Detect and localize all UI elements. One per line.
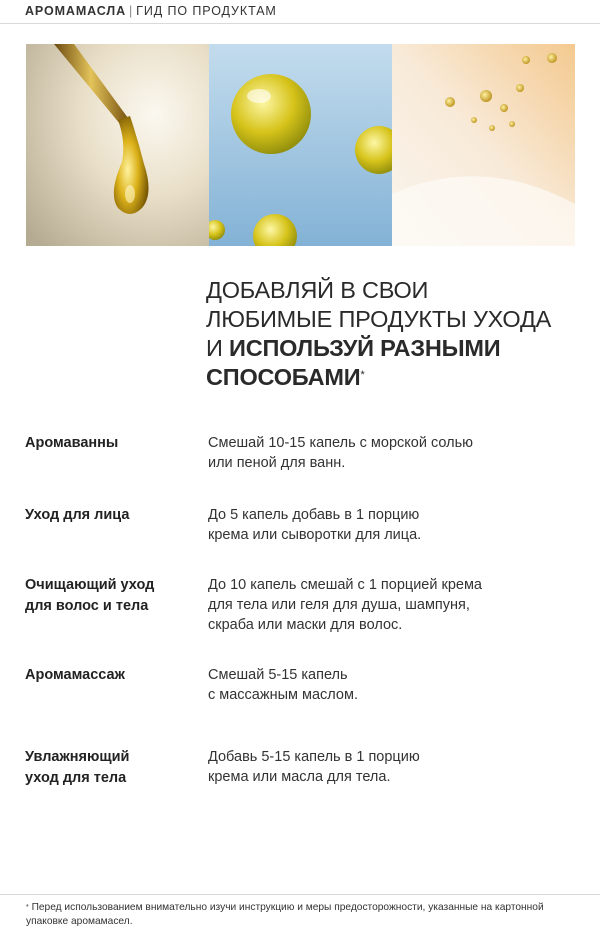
header	[25, 4, 277, 18]
use-desc-line: До 5 капель добавь в 1 порцию	[208, 507, 420, 523]
use-label	[25, 747, 195, 789]
headline-line-3-regular: И	[206, 335, 230, 361]
page-headline	[206, 276, 586, 392]
footnote-asterisk: *	[26, 904, 29, 911]
footer-divider	[0, 894, 600, 895]
header-separator: |	[129, 4, 134, 18]
use-label-line: Увлажняющий	[25, 749, 130, 765]
use-desc-line: крема или сыворотки для лица.	[208, 527, 422, 543]
section-title: ГИД ПО ПРОДУКТАМ	[136, 4, 277, 18]
use-label-line: для волос и тела	[25, 598, 149, 614]
headline-line-1: ДОБАВЛЯЙ В СВОИ	[206, 277, 429, 303]
use-desc-line: для тела или геля для душа, шампуня,	[208, 597, 470, 613]
use-label-line: Аромамассаж	[25, 667, 125, 683]
headline-asterisk: *	[360, 369, 365, 381]
brand-title: АРОМАМАСЛА	[25, 4, 127, 18]
use-desc-line: с массажным маслом.	[208, 687, 358, 703]
use-desc-line: Смешай 5-15 капель	[208, 667, 348, 683]
use-description	[208, 575, 568, 635]
use-desc-line: Смешай 10-15 капель с морской солью	[208, 435, 474, 451]
oil-dropper-image	[26, 44, 209, 246]
oil-bubbles-image	[209, 44, 392, 246]
use-desc-line: или пеной для ванн.	[208, 455, 346, 471]
use-label-line: Аромаванны	[25, 435, 119, 451]
use-label-line: уход для тела	[25, 770, 127, 786]
use-desc-line: До 10 капель смешай с 1 порцией крема	[208, 577, 482, 593]
use-desc-line: скраба или маски для волос.	[208, 617, 403, 633]
use-description	[208, 505, 568, 545]
oil-droplets-cream-image	[392, 44, 575, 246]
use-description	[208, 747, 568, 787]
headline-line-4-bold: СПОСОБАМИ	[206, 364, 361, 390]
use-label-line: Очищающий уход	[25, 577, 155, 593]
footnote	[26, 901, 581, 929]
footnote-text: Перед использованием внимательно изучи инструкцию и меры предосторожности, указанные на картонной упаковке аромамасел.	[26, 902, 544, 927]
use-desc-line: крема или масла для тела.	[208, 769, 391, 785]
use-label	[25, 433, 195, 454]
use-label	[25, 665, 195, 686]
hero-images	[26, 44, 575, 246]
use-label	[25, 505, 195, 526]
use-label	[25, 575, 195, 617]
use-label-line: Уход для лица	[25, 507, 130, 523]
header-divider	[0, 23, 600, 24]
headline-line-4	[206, 363, 586, 392]
use-description	[208, 665, 568, 705]
headline-line-3	[206, 334, 586, 363]
use-description	[208, 433, 568, 473]
headline-line-2: ЛЮБИМЫЕ ПРОДУКТЫ УХОДА	[206, 306, 552, 332]
headline-line-3-bold: ИСПОЛЬЗУЙ РАЗНЫМИ	[229, 335, 501, 361]
use-desc-line: Добавь 5-15 капель в 1 порцию	[208, 749, 420, 765]
